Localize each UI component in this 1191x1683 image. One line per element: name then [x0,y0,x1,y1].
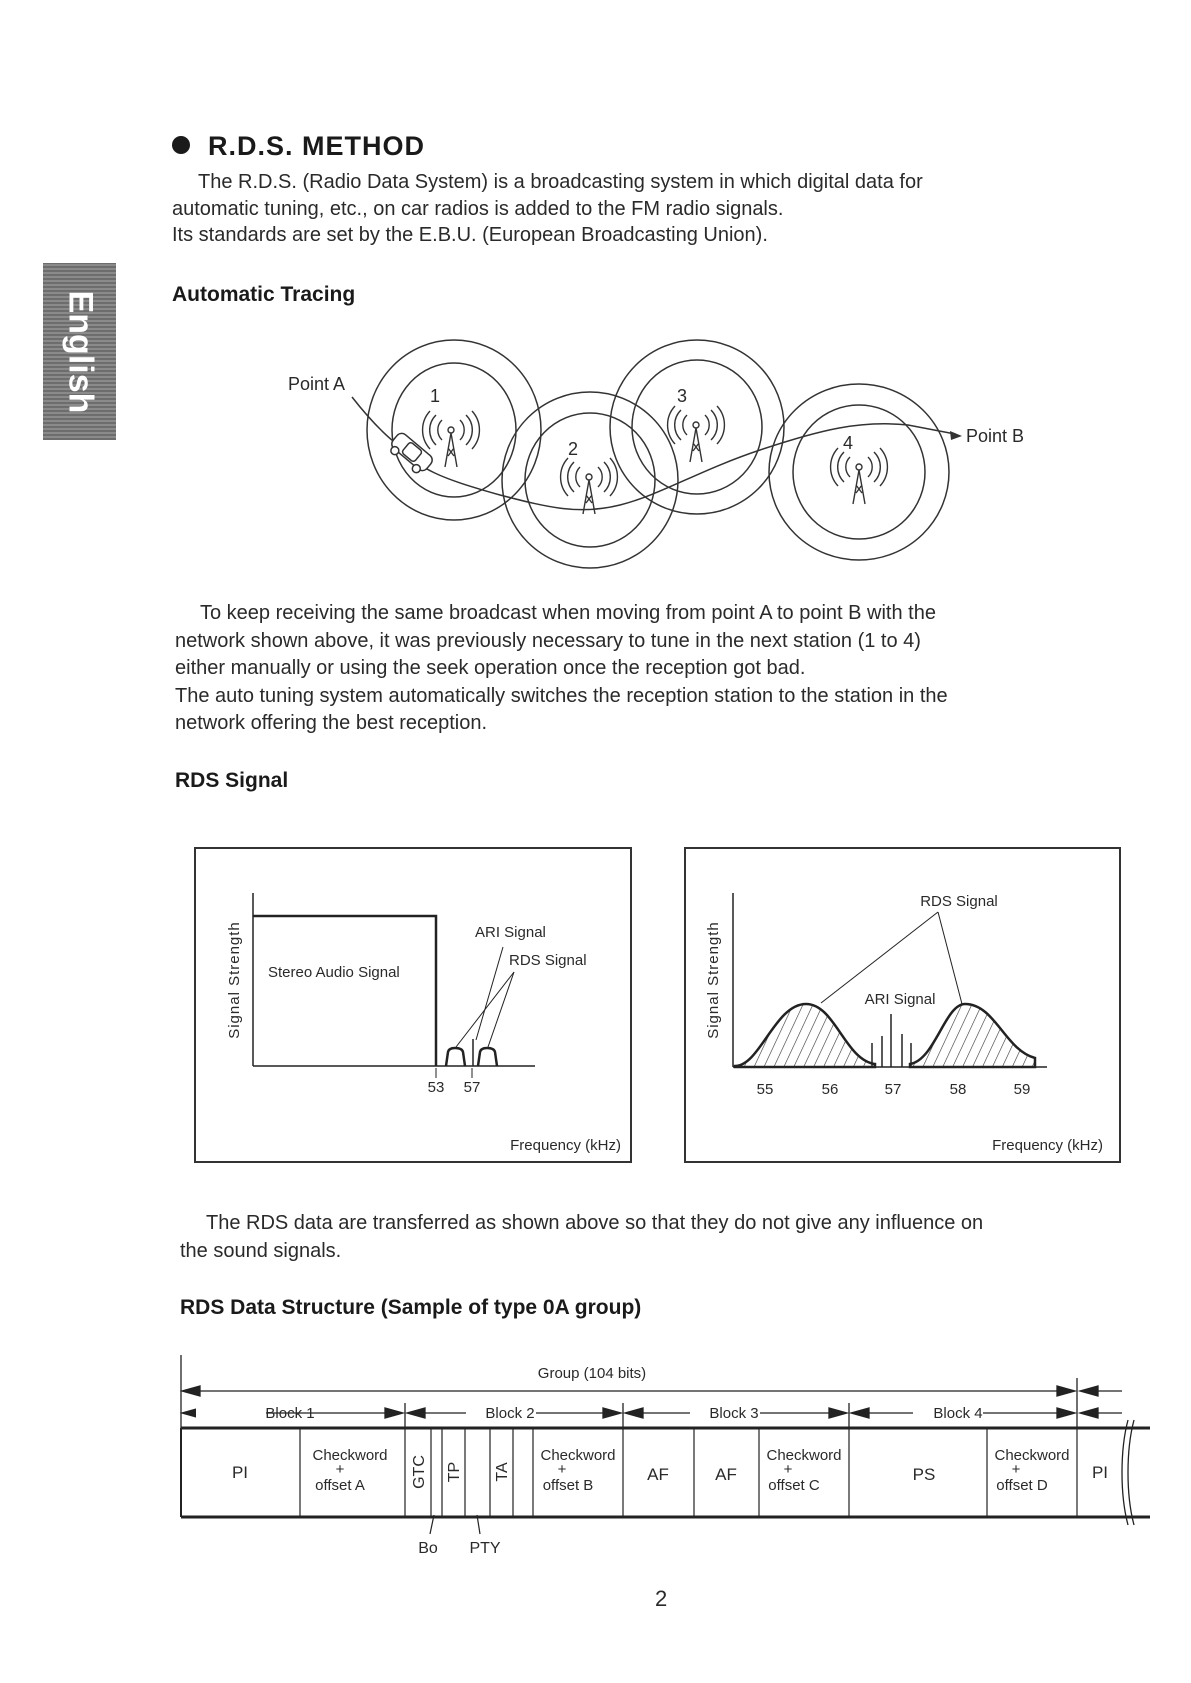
cell-tp: TP [446,1461,463,1483]
annotation-stereo: Stereo Audio Signal [268,964,400,981]
cell-ta: TA [494,1462,511,1482]
tick-label: 57 [463,1079,481,1096]
cell-offset: offset A [315,1477,365,1494]
cell-offset: offset C [768,1477,820,1494]
tracing-para-2: network shown above, it was previously necessary to tune in the next station (1 to 4) [175,630,921,652]
cell-plus: + [783,1461,793,1478]
tick-label: 58 [949,1081,967,1098]
tick-label: 59 [1013,1081,1031,1098]
annotation-rds: RDS Signal [509,952,587,969]
point-b-label: Point B [966,426,1025,446]
annotation-rds: RDS Signal [920,893,998,910]
heading-rds-signal: RDS Signal [175,769,289,792]
cell-checkword: Checkword [312,1447,388,1464]
station-number: 1 [430,386,441,406]
tick-label: 56 [821,1081,839,1098]
arrow-icon [182,1386,200,1396]
cell-checkword: Checkword [994,1447,1070,1464]
cell-pi: PI [231,1463,249,1482]
annotation-ari: ARI Signal [864,991,936,1008]
arrow-icon [851,1408,869,1418]
rds-para-2: the sound signals. [180,1240,342,1262]
arrow-icon [603,1408,621,1418]
arrow-icon [1057,1408,1075,1418]
cell-plus: + [557,1461,567,1478]
break-mark [1122,1420,1134,1525]
tracing-para-4: The auto tuning system automatically switches the reception station to the station in the [175,685,948,707]
point-a-label: Point A [288,374,346,394]
cell-checkword: Checkword [540,1447,616,1464]
block-label: Block 1 [265,1405,315,1422]
tracing-para-5: network offering the best reception. [175,712,488,734]
block-label: Block 3 [709,1405,759,1422]
station-number: 4 [843,433,854,453]
y-axis-label: Signal Strength [705,921,722,1039]
arrow-icon [407,1408,425,1418]
group-label: Group (104 bits) [537,1365,647,1382]
y-axis-label: Signal Strength [226,921,243,1039]
x-axis-label: Frequency (kHz) [510,1137,621,1154]
cell-gtc: GTC [411,1455,428,1489]
cell-ps: PS [912,1465,936,1484]
tick-label: 53 [427,1079,445,1096]
label-bg [196,1403,266,1423]
arrow-icon [385,1408,403,1418]
arrow-icon [1057,1386,1075,1396]
language-tab-label: English [61,290,99,413]
tick-label: 57 [884,1081,902,1098]
tracing-para-3: either manually or using the seek operation once the reception got bad. [175,657,806,679]
intro-line-1: The R.D.S. (Radio Data System) is a broadcasting system in which digital data for [198,171,923,193]
arrow-icon [1080,1408,1098,1418]
cell-plus: + [335,1461,345,1478]
block-label: Block 4 [933,1405,983,1422]
cell-offset: offset D [996,1477,1048,1494]
arrow-icon [625,1408,643,1418]
heading-data-structure: RDS Data Structure (Sample of type 0A group) [180,1296,642,1319]
arrow-icon [829,1408,847,1418]
station-number: 2 [568,439,579,459]
callout-bo: Bo [418,1540,438,1557]
title-text: R.D.S. METHOD [208,131,426,161]
rds-para-1: The RDS data are transferred as shown above so that they do not give any influence on [206,1212,984,1234]
cell-checkword: Checkword [766,1447,842,1464]
cell-pi: PI [1091,1463,1109,1482]
cell-af: AF [715,1465,737,1484]
page-number: 2 [655,1586,668,1611]
tracing-para-1: To keep receiving the same broadcast when moving from point A to point B with the [200,602,936,624]
arrow-icon [1080,1386,1098,1396]
cell-af: AF [647,1465,669,1484]
intro-line-3: Its standards are set by the E.B.U. (European Broadcasting Union). [172,224,768,246]
station-number: 3 [677,386,688,406]
heading-automatic-tracing: Automatic Tracing [172,283,356,306]
x-axis-label: Frequency (kHz) [992,1137,1103,1154]
intro-line-2: automatic tuning, etc., on car radios is added to the FM radio signals. [172,198,784,220]
annotation-ari: ARI Signal [475,924,546,941]
cell-plus: + [1011,1461,1021,1478]
block-label: Block 2 [485,1405,535,1422]
tick-label: 55 [756,1081,774,1098]
cell-offset: offset B [542,1477,594,1494]
callout-pty: PTY [469,1540,501,1557]
